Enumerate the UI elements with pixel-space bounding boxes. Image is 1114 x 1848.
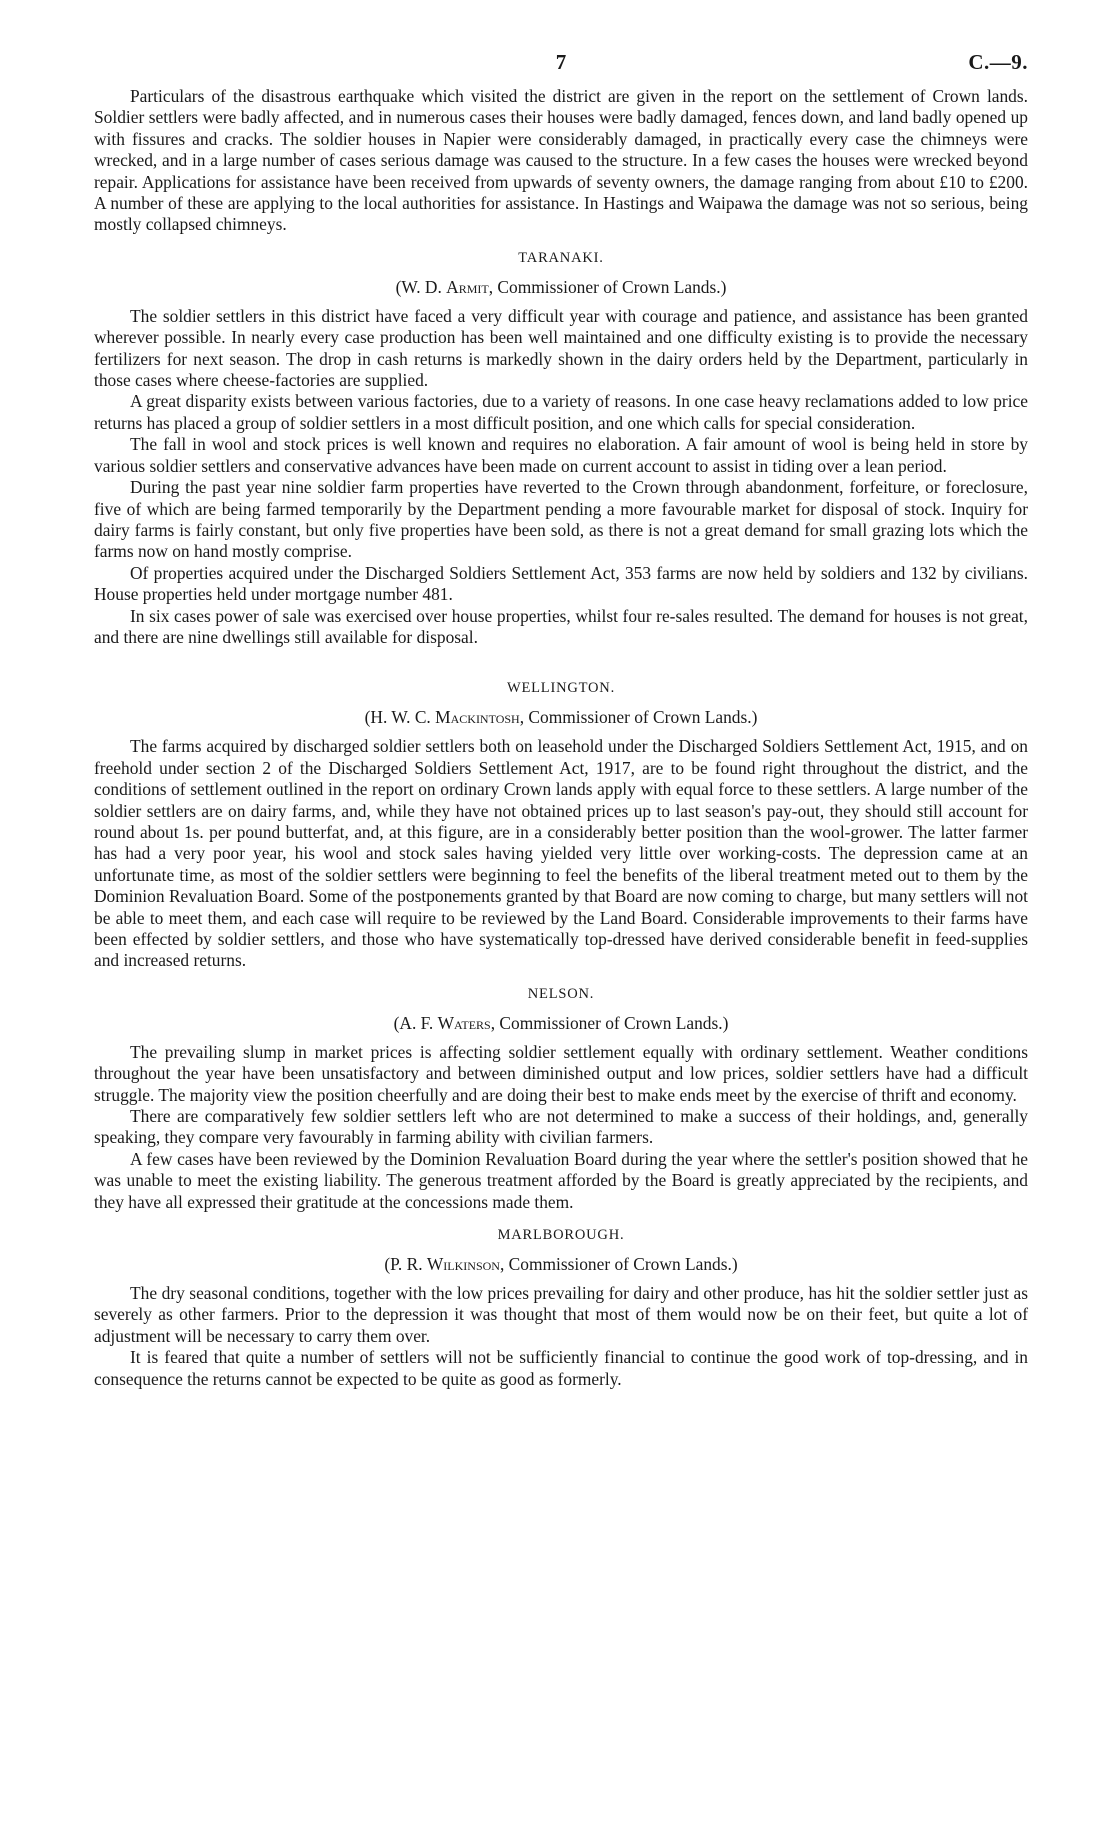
- paragraph: It is feared that quite a number of settlers will not be sufficiently financial to continue the good work of top-dressing, and in consequence the returns cannot be expected to be quite as good as formerly.: [94, 1347, 1028, 1389]
- section-title: NELSON.: [527, 985, 595, 1002]
- commissioner-line: (H. W. C. Mackintosh, Commissioner of Crown Lands.): [364, 707, 758, 728]
- section-title: TARANAKI.: [518, 249, 604, 266]
- paragraph: During the past year nine soldier farm properties have reverted to the Crown through abandonment, forfeiture, or foreclosure, five of which are being farmed temporarily by the Department pending a more favourable market for disposal of stock. Inquiry for dairy farms is fairly constant, but only five properties have been sold, as there is not a great demand for small grazing lots which the farms now on hand mostly comprise.: [94, 477, 1028, 562]
- paragraph: The prevailing slump in market prices is affecting soldier settlement equally with ordinary settlement. Weather conditions throughout the year have been unsatisfactory and between diminished output and low prices, soldier settlers have had a difficult struggle. The majority view the position cheerfully and are doing their best to make ends meet by the exercise of thrift and economy.: [94, 1041, 1028, 1105]
- section-taranaki: [94, 250, 1028, 649]
- paragraph: Of properties acquired under the Discharged Soldiers Settlement Act, 353 farms are now held by soldiers and 132 by civilians. House properties held under mortgage number 481.: [94, 562, 1028, 605]
- commissioner-line: (P. R. Wilkinson, Commissioner of Crown Lands.): [384, 1254, 738, 1275]
- page-number: 7: [555, 50, 567, 74]
- paragraph: There are comparatively few soldier settlers left who are not determined to make a success of their holdings, and, generally speaking, they compare very favourably in farming ability with civilian farmers.: [94, 1106, 1028, 1148]
- paragraph: The soldier settlers in this district have faced a very difficult year with courage and patience, and assistance has been granted wherever possible. In nearly every case production has been well maintained and one difficulty existing is to provide the necessary fertilizers for next season. The drop in cash returns is markedly shown in the dairy orders held by the Department, particularly in those cases where cheese-factories are supplied.: [94, 305, 1028, 391]
- paragraph: The dry seasonal conditions, together with the low prices prevailing for dairy and other produce, has hit the soldier settler just as severely as other farmers. Prior to the depression it was thought that most of them would now be on their feet, but quite a lot of adjustment will be necessary to carry them over.: [94, 1283, 1028, 1346]
- paragraph: The farms acquired by discharged soldier settlers both on leasehold under the Discharged Soldiers Settlement Act, 1915, and on freehold under section 2 of the Discharged Soldiers Settlement Act, 1917, are to be found right throughout the district, and the conditions of settlement outlined in the report on ordinary Crown lands apply with equal force to these settlers. A large number of the soldier settlers are on dairy farms, and, while they have not obtained prices up to last season's pay-out, they should still account for round about 1s. per pound butterfat, and, at this figure, are in a considerably better position than the wool-grower. The latter farmer has had a very poor year, his wool and stock sales having yielded very little over working-costs. The depression came at an unfortunate time, as most of the soldier settlers were beginning to feel the benefits of the liberal treatment meted out to them by the Dominion Revaluation Board. Some of the postponements granted by that Board are now coming to charge, but many settlers will not be able to meet them, and each case will require to be reviewed by the Land Board. Considerable improvements to their farms have been effected by soldier settlers, and those who have systematically top-dressed have derived considerable benefit in feed-supplies and increased returns.: [94, 736, 1028, 971]
- section-title: WELLINGTON.: [507, 680, 615, 697]
- page-header: [94, 50, 1028, 86]
- commissioner-line: (W. D. Armit, Commissioner of Crown Lands.): [395, 276, 727, 297]
- section-wellington: [94, 680, 1028, 971]
- paragraph: The fall in wool and stock prices is well known and requires no elaboration. A fair amount of wool is being held in store by various soldier settlers and conservative advances have been made on current account to assist in tiding over a lean period.: [94, 434, 1028, 476]
- paragraph: A great disparity exists between various factories, due to a variety of reasons. In one case heavy reclamations added to low price returns has placed a group of soldier settlers in a most difficult position, and one which calls for special consideration.: [94, 391, 1028, 433]
- intro-section: [94, 86, 1028, 236]
- section-nelson: [94, 986, 1028, 1213]
- commissioner-line: (A. F. Waters, Commissioner of Crown Lands.): [393, 1012, 729, 1033]
- section-marlborough: [94, 1227, 1028, 1390]
- section-title: MARLBOROUGH.: [497, 1227, 625, 1244]
- document-page: [94, 50, 1028, 1390]
- paragraph: A few cases have been reviewed by the Dominion Revaluation Board during the year where the settler's position showed that he was unable to meet the existing liability. The generous treatment afforded by the Board is greatly appreciated by the recipients, and they have all expressed their gratitude at the concessions made them.: [94, 1148, 1028, 1212]
- paragraph: Particulars of the disastrous earthquake which visited the district are given in the report on the settlement of Crown lands. Soldier settlers were badly affected, and in numerous cases their houses were badly damaged, fences down, and land badly opened up with fissures and cracks. The soldier houses in Napier were considerably damaged, in practically every case the chimneys were wrecked, and in a large number of cases serious damage was caused to the structure. In a few cases the houses were wrecked beyond repair. Applications for assistance have been received from upwards of seventy owners, the damage ranging from about £10 to £200. A number of these are applying to the local authorities for assistance. In Hastings and Waipawa the damage was not so serious, being mostly collapsed chimneys.: [94, 86, 1028, 235]
- page-code: C.—9.: [968, 50, 1028, 74]
- paragraph: In six cases power of sale was exercised over house properties, whilst four re-sales resulted. The demand for houses is not great, and there are nine dwellings still available for disposal.: [94, 605, 1028, 647]
